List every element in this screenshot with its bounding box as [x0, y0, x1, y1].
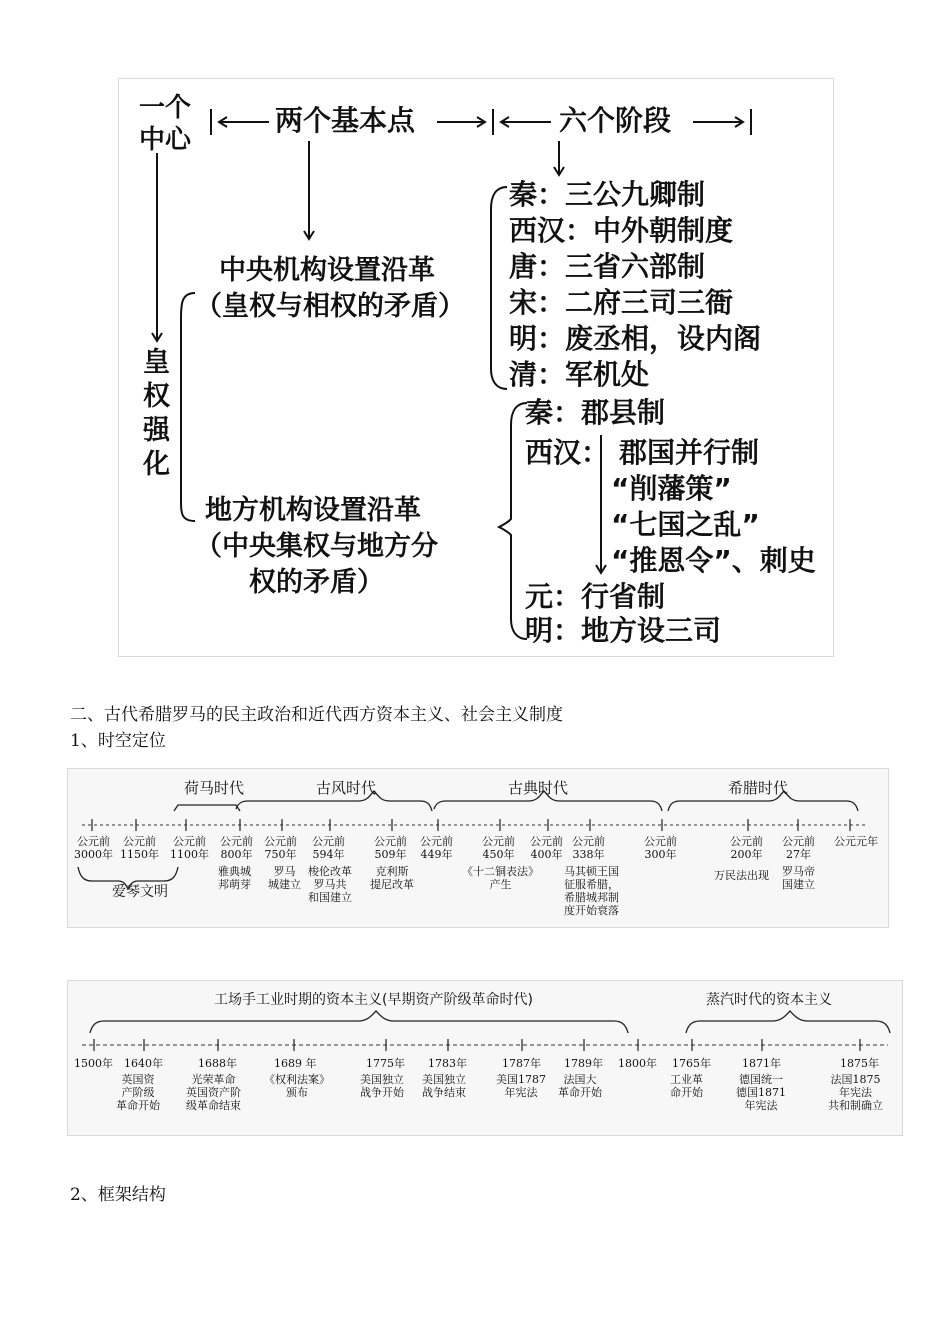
- central-title: 中央机构设置沿革: [219, 255, 435, 286]
- tick-594bc: 公元前 594年: [312, 835, 345, 861]
- central-subtitle: （皇权与相权的矛盾）: [195, 291, 465, 322]
- strengthen-char-4: 化: [143, 449, 170, 480]
- tick-338bc: 公元前 338年: [572, 835, 605, 861]
- tick-1688: 1688年: [198, 1057, 237, 1070]
- note-athens-city: 雅典城 邦萌芽: [218, 865, 251, 891]
- note-french-revolution: 法国大 革命开始: [558, 1073, 602, 1099]
- era-manufacture: 工场手工业时期的资本主义(早期资产阶级革命时代): [214, 992, 533, 1008]
- tick-1800: 1800年: [618, 1057, 657, 1070]
- strengthen-char-2: 权: [143, 381, 170, 412]
- local-xihan-line-2: “削藩策”: [611, 472, 732, 505]
- note-glorious-revolution: 光荣革命 英国资产阶 级革命结束: [186, 1073, 241, 1112]
- local-xihan-line-3: “七国之乱”: [611, 508, 760, 541]
- central-item-qin: 秦：三公九卿制: [509, 178, 706, 211]
- note-french-constitution: 法国1875 年宪法 共和制确立: [828, 1073, 883, 1112]
- section-title: 二、古代希腊罗马的民主政治和近代西方资本主义、社会主义制度: [70, 705, 563, 725]
- era-archaic: 古风时代: [316, 779, 377, 797]
- subsection-2-title: 2、框架结构: [70, 1185, 166, 1205]
- local-item-xihan: 西汉：: [525, 436, 610, 469]
- note-twelve-tables: 《十二铜表法》 产生: [462, 865, 539, 891]
- local-item-yuan: 元：行省制: [525, 580, 666, 613]
- local-subtitle-1: （中央集权与地方分: [195, 531, 438, 562]
- central-item-tang: 唐：三省六部制: [509, 250, 706, 283]
- note-rome-founded: 罗马 城建立: [268, 865, 301, 891]
- note-jus-gentium: 万民法出现: [714, 869, 769, 882]
- six-stages-label: 六个阶段: [559, 104, 672, 137]
- note-roman-empire: 罗马帝 国建立: [782, 865, 815, 891]
- capitalism-timeline: [67, 980, 903, 1136]
- central-item-qing: 清：军机处: [509, 358, 650, 391]
- local-xihan-line-1: 郡国并行制: [619, 436, 760, 469]
- central-item-song: 宋：二府三司三衙: [509, 286, 734, 319]
- tick-1789: 1789年: [564, 1057, 603, 1070]
- era-hellenistic: 希腊时代: [728, 779, 789, 797]
- tick-1640: 1640年: [124, 1057, 163, 1070]
- note-german-unification: 德国统一 德国1871 年宪法: [736, 1073, 786, 1112]
- local-xihan-line-4: “推恩令”、刺史: [611, 544, 816, 577]
- note-english-revolution: 英国资 产阶级 革命开始: [116, 1073, 160, 1112]
- tick-400bc: 公元前 400年: [530, 835, 563, 861]
- note-macedon: 马其顿王国 征服希腊， 希腊城邦制 度开始衰落: [564, 865, 619, 917]
- tick-27bc: 公元前 27年: [782, 835, 815, 861]
- tick-1689: 1689 年: [274, 1057, 317, 1070]
- tick-449bc: 公元前 449年: [420, 835, 453, 861]
- era-classical: 古典时代: [508, 779, 569, 797]
- central-item-ming: 明：废丞相，设内阁: [509, 322, 762, 355]
- tick-1ad: 公元元年: [834, 835, 878, 848]
- tick-200bc: 公元前 200年: [730, 835, 763, 861]
- center-label-1: 一个: [139, 93, 192, 123]
- center-label-2: 中心: [139, 125, 192, 155]
- tick-450bc: 公元前 450年: [482, 835, 515, 861]
- tick-800bc: 公元前 800年: [220, 835, 253, 861]
- tick-1765: 1765年: [672, 1057, 711, 1070]
- tick-1775: 1775年: [366, 1057, 405, 1070]
- era-homer: 荷马时代: [184, 779, 245, 797]
- note-bill-of-rights: 《权利法案》 颁布: [264, 1073, 330, 1099]
- note-aegean: 爱琴文明: [112, 884, 168, 900]
- tick-3000bc: 公元前 3000年: [74, 835, 113, 861]
- note-us-constitution: 美国1787 年宪法: [496, 1073, 546, 1099]
- tick-1871: 1871年: [742, 1057, 781, 1070]
- note-solon: 梭伦改革 罗马共 和国建立: [308, 865, 352, 904]
- note-war-start: 美国独立 战争开始: [360, 1073, 404, 1099]
- tick-1500: 1500年: [74, 1057, 113, 1070]
- tick-750bc: 公元前 750年: [264, 835, 297, 861]
- strengthen-char-3: 强: [143, 415, 170, 446]
- local-item-ming: 明：地方设三司: [525, 614, 722, 647]
- tick-300bc: 公元前 300年: [644, 835, 677, 861]
- tick-1875: 1875年: [840, 1057, 879, 1070]
- institutions-diagram: [118, 78, 834, 657]
- two-points-label: 两个基本点: [275, 104, 416, 137]
- tick-1150bc: 公元前 1150年: [120, 835, 159, 861]
- tick-1783: 1783年: [428, 1057, 467, 1070]
- note-war-end: 美国独立 战争结束: [422, 1073, 466, 1099]
- local-subtitle-2: 权的矛盾）: [249, 567, 384, 598]
- ancient-timeline: [67, 768, 889, 928]
- era-steam: 蒸汽时代的资本主义: [706, 992, 832, 1008]
- tick-1787: 1787年: [502, 1057, 541, 1070]
- strengthen-char-1: 皇: [143, 347, 170, 378]
- subsection-1-title: 1、时空定位: [70, 731, 166, 751]
- local-item-qin: 秦：郡县制: [525, 396, 666, 429]
- local-title: 地方机构设置沿革: [205, 495, 421, 526]
- tick-1100bc: 公元前 1100年: [170, 835, 209, 861]
- note-cleisthenes: 克利斯 提尼改革: [370, 865, 414, 891]
- central-item-xihan: 西汉：中外朝制度: [509, 214, 734, 247]
- note-industrial-revolution: 工业革 命开始: [670, 1073, 703, 1099]
- tick-509bc: 公元前 509年: [374, 835, 407, 861]
